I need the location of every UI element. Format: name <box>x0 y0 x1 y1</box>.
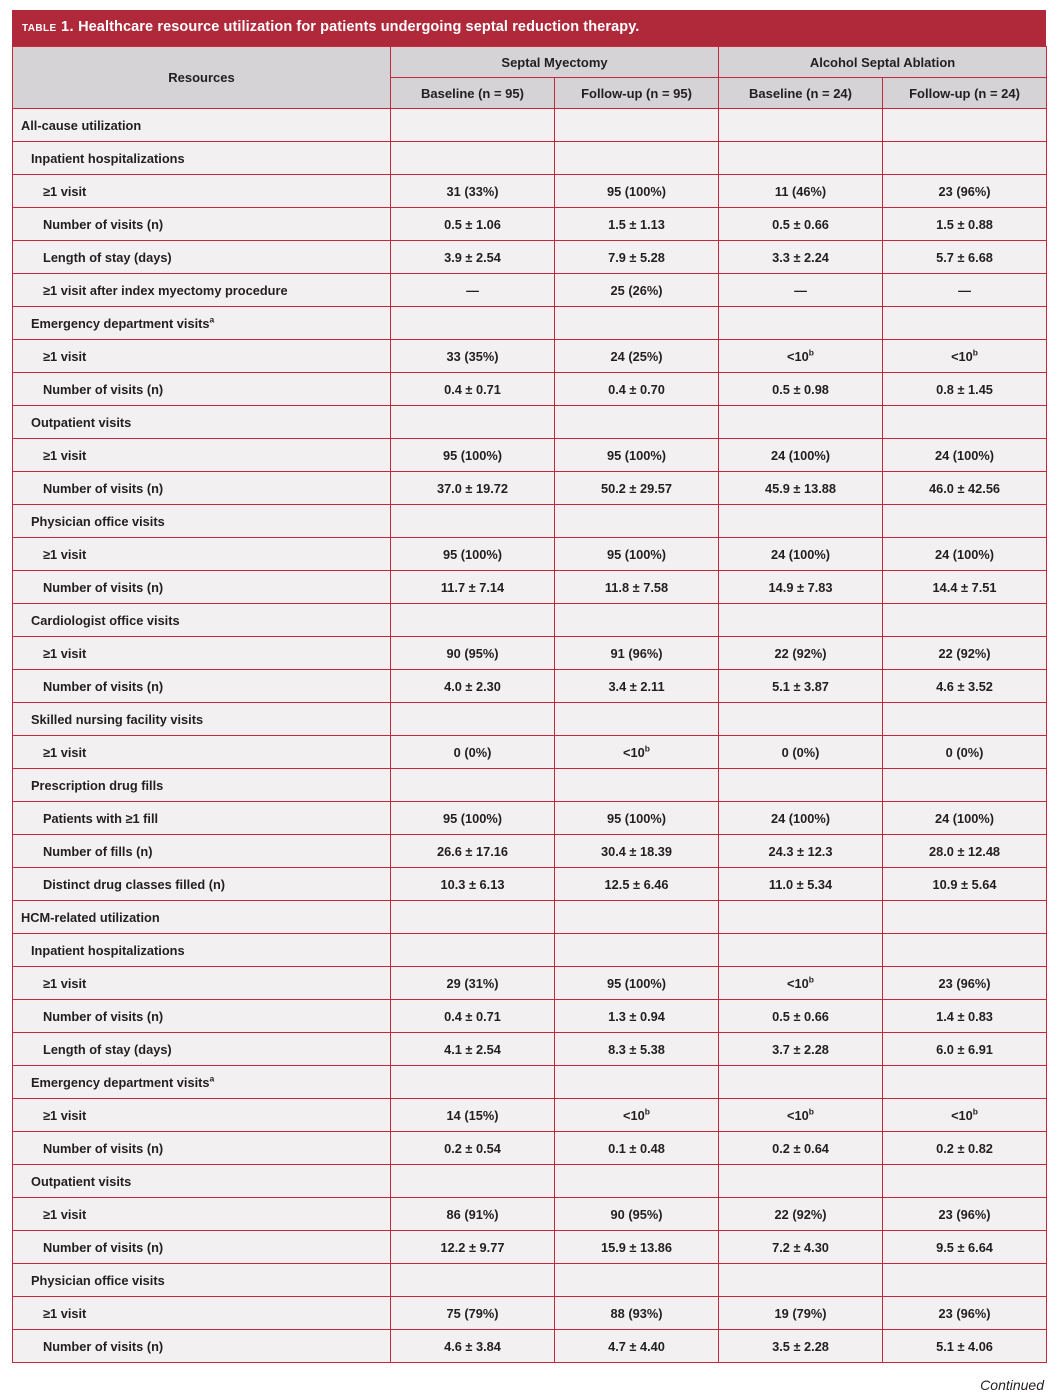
table-cell <box>555 1165 719 1198</box>
table-caption: Healthcare resource utilization for patients undergoing septal reduction therapy. <box>78 19 640 35</box>
table-cell: 0.1 ± 0.48 <box>555 1132 719 1165</box>
table-cell: 23 (96%) <box>883 175 1047 208</box>
table-title <box>12 10 1046 46</box>
table-row <box>13 1297 1047 1330</box>
table-row <box>13 1165 1047 1198</box>
table-cell <box>555 604 719 637</box>
table-cell: — <box>719 274 883 307</box>
table-cell: 0.5 ± 0.66 <box>719 1000 883 1033</box>
table-cell <box>883 109 1047 142</box>
table-cell: 10.9 ± 5.64 <box>883 868 1047 901</box>
table-cell: 0.2 ± 0.64 <box>719 1132 883 1165</box>
row-label: Cardiologist office visits <box>13 604 391 637</box>
table-row <box>13 241 1047 274</box>
table-cell: 23 (96%) <box>883 1297 1047 1330</box>
table-cell: 90 (95%) <box>555 1198 719 1231</box>
table-cell: 24.3 ± 12.3 <box>719 835 883 868</box>
table-cell <box>883 1264 1047 1297</box>
table-cell: 14 (15%) <box>391 1099 555 1132</box>
table-cell <box>555 505 719 538</box>
table-cell <box>555 934 719 967</box>
table-cell: 90 (95%) <box>391 637 555 670</box>
row-label: All-cause utilization <box>13 109 391 142</box>
table-cell: 3.9 ± 2.54 <box>391 241 555 274</box>
table-cell: 0.4 ± 0.71 <box>391 1000 555 1033</box>
table-cell <box>391 604 555 637</box>
table-cell <box>883 505 1047 538</box>
table-cell <box>555 769 719 802</box>
table-cell <box>555 1066 719 1099</box>
table-cell: 24 (100%) <box>883 439 1047 472</box>
row-label: ≥1 visit <box>13 1198 391 1231</box>
table-cell <box>719 1066 883 1099</box>
table-cell <box>883 142 1047 175</box>
table-cell: 95 (100%) <box>391 802 555 835</box>
table-cell <box>719 604 883 637</box>
table-row <box>13 769 1047 802</box>
table-cell: 1.5 ± 1.13 <box>555 208 719 241</box>
row-label: ≥1 visit <box>13 175 391 208</box>
table-cell: 22 (92%) <box>883 637 1047 670</box>
table-cell: 4.7 ± 4.40 <box>555 1330 719 1363</box>
table-cell: 46.0 ± 42.56 <box>883 472 1047 505</box>
row-label: ≥1 visit <box>13 637 391 670</box>
table-cell <box>883 604 1047 637</box>
table-cell: 91 (96%) <box>555 637 719 670</box>
footnote-marker: b <box>644 743 650 754</box>
row-label: Number of visits (n) <box>13 1231 391 1264</box>
table-cell: 1.3 ± 0.94 <box>555 1000 719 1033</box>
table-cell: 24 (25%) <box>555 340 719 373</box>
row-label: ≥1 visit <box>13 1099 391 1132</box>
group-header-alcohol-septal-ablation: Alcohol Septal Ablation <box>719 47 1047 78</box>
table-cell <box>719 142 883 175</box>
table-cell <box>555 1264 719 1297</box>
table-row <box>13 538 1047 571</box>
table-cell: 24 (100%) <box>883 802 1047 835</box>
row-label: Physician office visits <box>13 505 391 538</box>
table-cell <box>391 307 555 340</box>
table-cell <box>883 1066 1047 1099</box>
row-label: Outpatient visits <box>13 1165 391 1198</box>
row-label: Number of fills (n) <box>13 835 391 868</box>
table-cell: 4.6 ± 3.84 <box>391 1330 555 1363</box>
table-cell: — <box>883 274 1047 307</box>
table-cell <box>391 505 555 538</box>
table-cell: 7.2 ± 4.30 <box>719 1231 883 1264</box>
footnote-marker: b <box>972 1106 978 1117</box>
table-row <box>13 439 1047 472</box>
table-row <box>13 1000 1047 1033</box>
table-cell: 11.8 ± 7.58 <box>555 571 719 604</box>
table-row <box>13 703 1047 736</box>
table-cell: $<10^b$ <box>555 736 719 769</box>
row-label: Distinct drug classes filled (n) <box>13 868 391 901</box>
table-cell <box>883 1165 1047 1198</box>
row-label: Number of visits (n) <box>13 472 391 505</box>
table-cell <box>883 703 1047 736</box>
table-cell: $<10^b$ <box>883 340 1047 373</box>
row-label: Number of visits (n) <box>13 1132 391 1165</box>
table-cell: 3.3 ± 2.24 <box>719 241 883 274</box>
row-label: HCM-related utilization <box>13 901 391 934</box>
table-cell: 45.9 ± 13.88 <box>719 472 883 505</box>
table-cell <box>391 1264 555 1297</box>
table-cell: 3.7 ± 2.28 <box>719 1033 883 1066</box>
table-cell: 22 (92%) <box>719 1198 883 1231</box>
table-cell: 10.3 ± 6.13 <box>391 868 555 901</box>
table-cell <box>391 1165 555 1198</box>
table-cell <box>555 142 719 175</box>
row-label: ≥1 visit <box>13 736 391 769</box>
table-row <box>13 934 1047 967</box>
row-label: Prescription drug fills <box>13 769 391 802</box>
table-cell: 26.6 ± 17.16 <box>391 835 555 868</box>
table-cell <box>883 934 1047 967</box>
table-row <box>13 802 1047 835</box>
row-label: Outpatient visits <box>13 406 391 439</box>
row-label: ≥1 visit <box>13 439 391 472</box>
header-row-groups <box>13 47 1047 78</box>
table-cell: 95 (100%) <box>555 967 719 1000</box>
footnote-marker: b <box>808 1106 814 1117</box>
row-label: ≥1 visit <box>13 538 391 571</box>
table-cell: 95 (100%) <box>391 538 555 571</box>
table-row <box>13 736 1047 769</box>
table-cell <box>391 769 555 802</box>
table-cell <box>719 307 883 340</box>
table-row <box>13 604 1047 637</box>
table-cell: 12.5 ± 6.46 <box>555 868 719 901</box>
row-label: Length of stay (days) <box>13 1033 391 1066</box>
table-cell: 3.4 ± 2.11 <box>555 670 719 703</box>
table-row <box>13 373 1047 406</box>
table-row <box>13 1033 1047 1066</box>
table-cell: 0.5 ± 1.06 <box>391 208 555 241</box>
table-cell <box>719 703 883 736</box>
table-cell <box>555 307 719 340</box>
table-cell: $<10^b$ <box>555 1099 719 1132</box>
table-cell: $<10^b$ <box>719 340 883 373</box>
column-header-ablation-baseline: Baseline (n = 24) <box>719 78 883 109</box>
table-cell <box>391 1066 555 1099</box>
table-cell <box>391 901 555 934</box>
row-label: ≥1 visit <box>13 1297 391 1330</box>
row-label: Number of visits (n) <box>13 1330 391 1363</box>
table-cell <box>391 406 555 439</box>
table-row <box>13 274 1047 307</box>
table-cell: 0.8 ± 1.45 <box>883 373 1047 406</box>
table-row <box>13 1330 1047 1363</box>
table-cell: 23 (96%) <box>883 1198 1047 1231</box>
table-number: table 1. <box>22 19 74 35</box>
row-label: Skilled nursing facility visits <box>13 703 391 736</box>
table-cell: 30.4 ± 18.39 <box>555 835 719 868</box>
column-header-resources: Resources <box>13 47 391 109</box>
table-row <box>13 307 1047 340</box>
table-cell: 24 (100%) <box>719 439 883 472</box>
table-cell: 95 (100%) <box>555 439 719 472</box>
table-row <box>13 175 1047 208</box>
resource-utilization-table <box>12 46 1047 1363</box>
table-cell: 24 (100%) <box>883 538 1047 571</box>
column-header-myectomy-baseline: Baseline (n = 95) <box>391 78 555 109</box>
continued-note: Continued <box>980 1377 1044 1394</box>
table-row <box>13 505 1047 538</box>
table-cell: $<10^b$ <box>719 1099 883 1132</box>
table-cell: 0.5 ± 0.66 <box>719 208 883 241</box>
table-cell: 95 (100%) <box>555 802 719 835</box>
row-label: ≥1 visit <box>13 340 391 373</box>
footnote-marker: b <box>972 347 978 358</box>
table-row <box>13 1132 1047 1165</box>
row-label: Number of visits (n) <box>13 373 391 406</box>
row-label: Inpatient hospitalizations <box>13 934 391 967</box>
table-cell <box>719 1165 883 1198</box>
table-cell <box>555 406 719 439</box>
table-cell: 15.9 ± 13.86 <box>555 1231 719 1264</box>
table-cell <box>719 505 883 538</box>
table-row <box>13 868 1047 901</box>
table-cell <box>555 901 719 934</box>
table-cell: 14.9 ± 7.83 <box>719 571 883 604</box>
table-cell: 11.0 ± 5.34 <box>719 868 883 901</box>
table-cell: 37.0 ± 19.72 <box>391 472 555 505</box>
footnote-marker: b <box>808 347 814 358</box>
table-cell: 95 (100%) <box>555 175 719 208</box>
table-cell: 8.3 ± 5.38 <box>555 1033 719 1066</box>
table-cell: 3.5 ± 2.28 <box>719 1330 883 1363</box>
table-row <box>13 340 1047 373</box>
table-header <box>13 47 1047 109</box>
table-cell: 75 (79%) <box>391 1297 555 1330</box>
table-cell: 0.4 ± 0.70 <box>555 373 719 406</box>
table-row <box>13 406 1047 439</box>
row-label: Emergency department visits$^a$ <box>13 1066 391 1099</box>
table-cell <box>719 406 883 439</box>
table-row <box>13 1066 1047 1099</box>
row-label: Number of visits (n) <box>13 1000 391 1033</box>
table-cell: 7.9 ± 5.28 <box>555 241 719 274</box>
table-row <box>13 670 1047 703</box>
table-cell <box>719 934 883 967</box>
table-cell: 0 (0%) <box>719 736 883 769</box>
table-row <box>13 637 1047 670</box>
table-cell: 5.1 ± 3.87 <box>719 670 883 703</box>
table-cell: 12.2 ± 9.77 <box>391 1231 555 1264</box>
table-row <box>13 1198 1047 1231</box>
table-cell: — <box>391 274 555 307</box>
column-header-ablation-followup: Follow-up (n = 24) <box>883 78 1047 109</box>
table-cell: 24 (100%) <box>719 802 883 835</box>
table-cell: 24 (100%) <box>719 538 883 571</box>
table-row <box>13 1231 1047 1264</box>
table-cell: 11.7 ± 7.14 <box>391 571 555 604</box>
row-label: Physician office visits <box>13 1264 391 1297</box>
table-cell: 6.0 ± 6.91 <box>883 1033 1047 1066</box>
table-cell: 25 (26%) <box>555 274 719 307</box>
table-cell: $<10^b$ <box>883 1099 1047 1132</box>
table-row <box>13 901 1047 934</box>
table-cell: 9.5 ± 6.64 <box>883 1231 1047 1264</box>
table-cell: 33 (35%) <box>391 340 555 373</box>
table-row <box>13 109 1047 142</box>
footnote-marker: a <box>209 1073 215 1084</box>
table-cell <box>719 1264 883 1297</box>
table-row <box>13 571 1047 604</box>
table-cell <box>719 901 883 934</box>
table-cell <box>391 703 555 736</box>
table-row <box>13 835 1047 868</box>
table-cell: 31 (33%) <box>391 175 555 208</box>
table-cell: 5.1 ± 4.06 <box>883 1330 1047 1363</box>
table-cell: 11 (46%) <box>719 175 883 208</box>
footnote-marker: b <box>808 974 814 985</box>
table-cell: 0.4 ± 0.71 <box>391 373 555 406</box>
row-label: Length of stay (days) <box>13 241 391 274</box>
row-label: Number of visits (n) <box>13 670 391 703</box>
table-cell: 22 (92%) <box>719 637 883 670</box>
table-cell <box>391 142 555 175</box>
table-cell: 1.5 ± 0.88 <box>883 208 1047 241</box>
table-cell: 86 (91%) <box>391 1198 555 1231</box>
table-cell: 4.6 ± 3.52 <box>883 670 1047 703</box>
table-cell: 4.1 ± 2.54 <box>391 1033 555 1066</box>
table-cell: 14.4 ± 7.51 <box>883 571 1047 604</box>
table-cell: 29 (31%) <box>391 967 555 1000</box>
table-cell: $<10^b$ <box>719 967 883 1000</box>
table-cell: 23 (96%) <box>883 967 1047 1000</box>
row-label: Emergency department visits$^a$ <box>13 307 391 340</box>
table-cell <box>555 703 719 736</box>
table-row <box>13 1099 1047 1132</box>
table-cell <box>883 901 1047 934</box>
table-cell <box>719 109 883 142</box>
table-cell: 95 (100%) <box>391 439 555 472</box>
table-cell: 0 (0%) <box>883 736 1047 769</box>
table-row <box>13 142 1047 175</box>
footnote-marker: b <box>644 1106 650 1117</box>
table-row <box>13 1264 1047 1297</box>
table-cell <box>719 769 883 802</box>
table-cell <box>391 934 555 967</box>
table-cell: 28.0 ± 12.48 <box>883 835 1047 868</box>
table-row <box>13 967 1047 1000</box>
table-cell: 0.2 ± 0.54 <box>391 1132 555 1165</box>
table-row <box>13 208 1047 241</box>
table-cell: 1.4 ± 0.83 <box>883 1000 1047 1033</box>
table-cell: 0.2 ± 0.82 <box>883 1132 1047 1165</box>
table-cell: 95 (100%) <box>555 538 719 571</box>
table-cell <box>391 109 555 142</box>
row-label: ≥1 visit after index myectomy procedure <box>13 274 391 307</box>
row-label: Number of visits (n) <box>13 208 391 241</box>
table-cell: 50.2 ± 29.57 <box>555 472 719 505</box>
table-cell: 88 (93%) <box>555 1297 719 1330</box>
row-label: Patients with ≥1 fill <box>13 802 391 835</box>
table-cell <box>883 769 1047 802</box>
table-cell <box>555 109 719 142</box>
table-cell: 19 (79%) <box>719 1297 883 1330</box>
table-cell: 0 (0%) <box>391 736 555 769</box>
table-cell <box>883 307 1047 340</box>
column-header-myectomy-followup: Follow-up (n = 95) <box>555 78 719 109</box>
table-row <box>13 472 1047 505</box>
group-header-septal-myectomy: Septal Myectomy <box>391 47 719 78</box>
table-cell: 5.7 ± 6.68 <box>883 241 1047 274</box>
row-label: ≥1 visit <box>13 967 391 1000</box>
footnote-marker: a <box>209 314 215 325</box>
row-label: Inpatient hospitalizations <box>13 142 391 175</box>
table-body <box>13 109 1047 1363</box>
table-cell <box>883 406 1047 439</box>
row-label: Number of visits (n) <box>13 571 391 604</box>
table-cell: 4.0 ± 2.30 <box>391 670 555 703</box>
table-cell: 0.5 ± 0.98 <box>719 373 883 406</box>
